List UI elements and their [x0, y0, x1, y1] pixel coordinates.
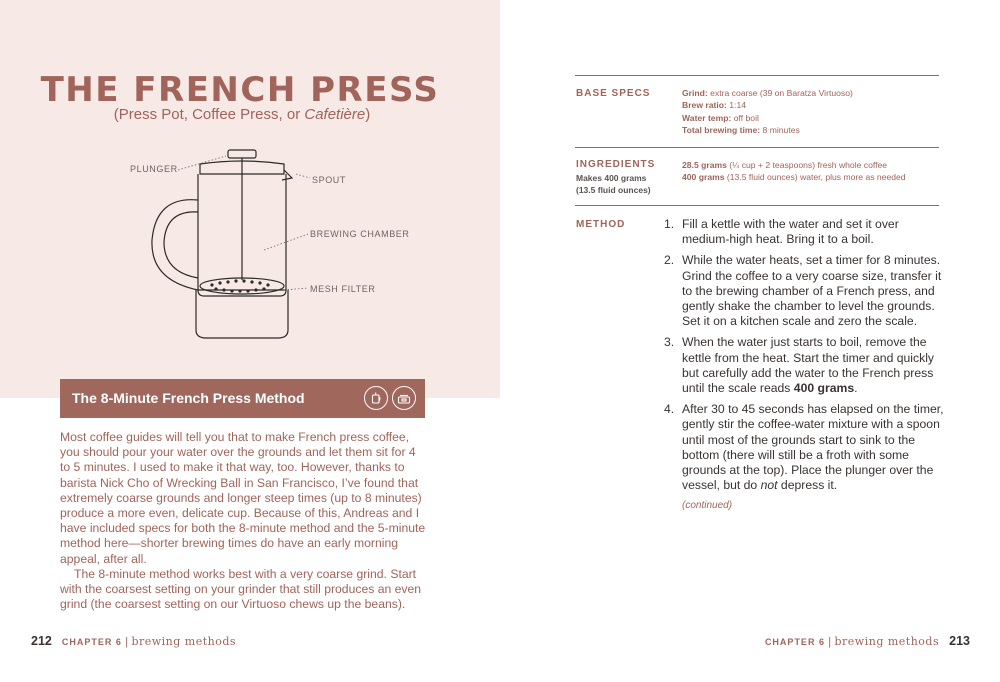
base-specs-heading: BASE SPECS	[576, 88, 651, 99]
page-number: 213	[949, 634, 970, 648]
left-folio: 212 CHAPTER 6 | brewing methods	[31, 634, 237, 648]
section-label: brewing methods	[131, 635, 237, 648]
divider	[575, 75, 939, 76]
intro-paragraph: Most coffee guides will tell you that to make French press coffee, you should pour your water over the grounds and let them sit for 4 to 5 minutes. I used to make it that way, too. However, thanks to barista Nick Cho of Wrecking Ball in San Francisco, I’ve found that extremely coarse grounds and longer steep times (up to 8 minutes) produce a more even, delicate cup. Because of this, Andreas and I have included specs for both the 8-minute method and the 5-minute method here—shorter brewing times do have an early morning appeal, after all.	[60, 430, 426, 566]
page-title: THE FRENCH PRESS	[40, 70, 440, 110]
ingredient-row: 28.5 grams (¼ cup + 2 teaspoons) fresh whole coffee	[682, 160, 888, 170]
label-mesh-filter: MESH FILTER	[310, 284, 376, 294]
label-spout: SPOUT	[312, 175, 347, 185]
french-press-icon	[364, 386, 388, 410]
label-brewing-chamber: BREWING CHAMBER	[310, 229, 410, 239]
divider	[575, 147, 939, 148]
chapter-label: CHAPTER 6	[764, 637, 825, 647]
ingredients-heading: INGREDIENTS	[576, 159, 656, 170]
section-label: brewing methods	[834, 635, 940, 648]
method-step: 4. After 30 to 45 seconds has elapsed on the timer, gently stir the coffee-water mixture with a spoon until most of the grounds start to sink to the bottom (there will still be a froth with some grounds at the top). Place the plunger over the vessel, but do not depress it.	[664, 402, 944, 493]
method-heading: METHOD	[576, 219, 626, 230]
method-steps	[664, 217, 944, 499]
method-banner-title: The 8-Minute French Press Method	[72, 390, 305, 406]
spec-row: Water temp: off boil	[682, 112, 759, 123]
ingredients-list	[682, 159, 939, 184]
divider	[575, 205, 939, 206]
continued-note: (continued)	[682, 500, 733, 511]
method-step: 3. When the water just starts to boil, remove the kettle from the heat. Start the timer and quickly but carefully add the water to the French press until the scale reads 400 grams.	[664, 335, 934, 396]
intro-paragraph: The 8-minute method works best with a very coarse grind. Start with the coarsest setting on your grinder that still produces an even grind (the coarsest setting on our Virtuoso chews up the beans).	[60, 566, 422, 612]
spec-row: Brew ratio: 1:14	[682, 100, 747, 111]
base-specs-list	[682, 87, 939, 137]
ingredient-row: 400 grams (13.5 fluid ounces) water, plus more as needed	[682, 172, 906, 183]
spec-row: Total brewing time: 8 minutes	[682, 125, 800, 136]
yield-note: Makes 400 grams (13.5 fluid ounces)	[576, 173, 651, 195]
spec-row: Grind: extra coarse (39 on Baratza Virtuoso)	[682, 88, 853, 98]
page-subtitle: (Press Pot, Coffee Press, or Cafetière)	[113, 106, 371, 123]
scale-icon	[392, 386, 416, 410]
page-number: 212	[31, 634, 52, 648]
method-step: 2. While the water heats, set a timer for 8 minutes. Grind the coffee to a very coarse size, transfer it to the brewing chamber of a French press, and gently shake the chamber to level the grounds. Set it on a kitchen scale and zero the scale.	[664, 253, 942, 329]
right-folio: CHAPTER 6 | brewing methods 213	[764, 634, 970, 648]
intro-text	[60, 430, 428, 612]
method-banner	[60, 379, 425, 418]
method-step: 1. Fill a kettle with the water and set it over medium-high heat. Bring it to a boil.	[664, 217, 899, 247]
label-plunger: PLUNGER	[130, 164, 178, 174]
chapter-label: CHAPTER 6	[61, 637, 122, 647]
